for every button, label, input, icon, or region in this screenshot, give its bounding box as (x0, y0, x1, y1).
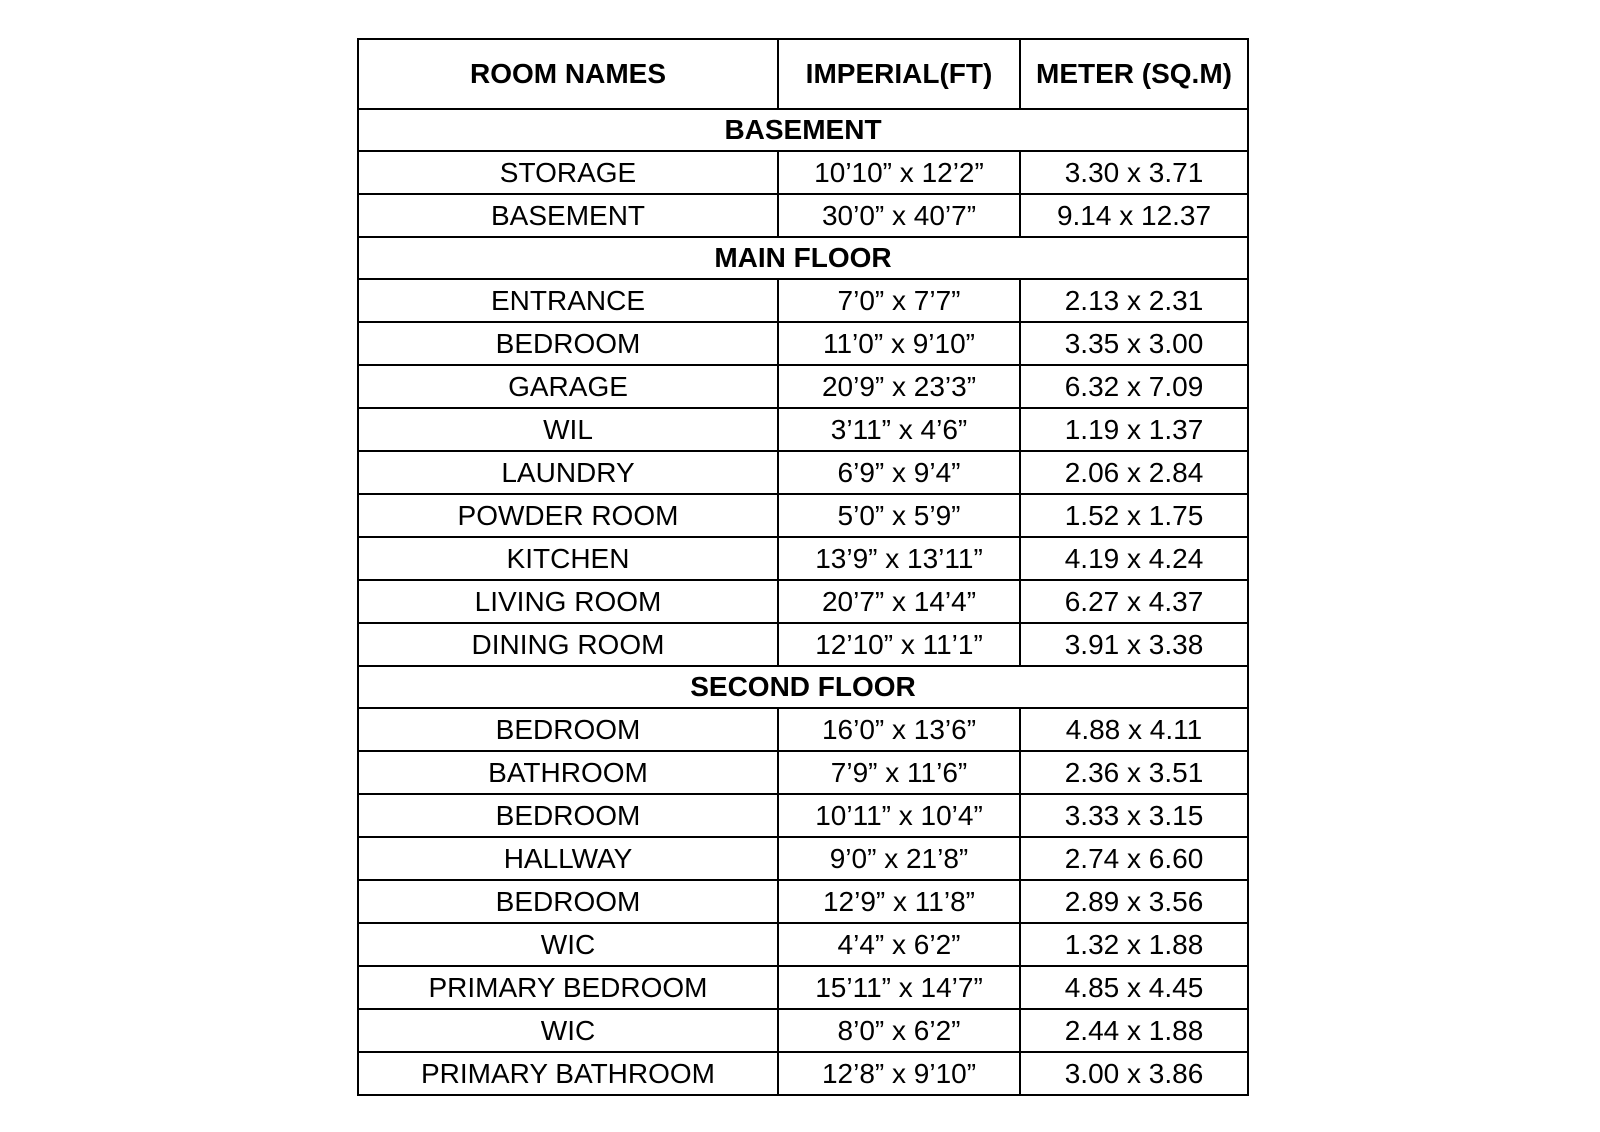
meter-cell: 6.32 x 7.09 (1020, 365, 1248, 408)
imperial-cell: 20’9” x 23’3” (778, 365, 1020, 408)
room-dimensions-table (357, 38, 1249, 1096)
section-row (358, 666, 1248, 708)
room-name-cell: BEDROOM (358, 794, 778, 837)
meter-cell: 3.00 x 3.86 (1020, 1052, 1248, 1095)
header-imperial: IMPERIAL(FT) (778, 39, 1020, 109)
table-row (358, 494, 1248, 537)
section-title: MAIN FLOOR (358, 237, 1248, 279)
meter-cell: 3.30 x 3.71 (1020, 151, 1248, 194)
meter-cell: 2.13 x 2.31 (1020, 279, 1248, 322)
table-row (358, 966, 1248, 1009)
section-title: SECOND FLOOR (358, 666, 1248, 708)
meter-cell: 2.36 x 3.51 (1020, 751, 1248, 794)
room-name-cell: KITCHEN (358, 537, 778, 580)
imperial-cell: 16’0” x 13’6” (778, 708, 1020, 751)
imperial-cell: 11’0” x 9’10” (778, 322, 1020, 365)
meter-cell: 1.32 x 1.88 (1020, 923, 1248, 966)
header-row (358, 39, 1248, 109)
table-row (358, 794, 1248, 837)
meter-cell: 4.85 x 4.45 (1020, 966, 1248, 1009)
imperial-cell: 5’0” x 5’9” (778, 494, 1020, 537)
section-row (358, 109, 1248, 151)
imperial-cell: 10’11” x 10’4” (778, 794, 1020, 837)
table-row (358, 708, 1248, 751)
imperial-cell: 4’4” x 6’2” (778, 923, 1020, 966)
section-title: BASEMENT (358, 109, 1248, 151)
table-row (358, 279, 1248, 322)
imperial-cell: 10’10” x 12’2” (778, 151, 1020, 194)
table-row (358, 537, 1248, 580)
imperial-cell: 15’11” x 14’7” (778, 966, 1020, 1009)
meter-cell: 3.91 x 3.38 (1020, 623, 1248, 666)
room-name-cell: PRIMARY BATHROOM (358, 1052, 778, 1095)
meter-cell: 3.33 x 3.15 (1020, 794, 1248, 837)
imperial-cell: 7’0” x 7’7” (778, 279, 1020, 322)
meter-cell: 9.14 x 12.37 (1020, 194, 1248, 237)
imperial-cell: 6’9” x 9’4” (778, 451, 1020, 494)
table-body (358, 109, 1248, 1095)
table-row (358, 451, 1248, 494)
header-room-names: ROOM NAMES (358, 39, 778, 109)
imperial-cell: 13’9” x 13’11” (778, 537, 1020, 580)
table-row (358, 1009, 1248, 1052)
table-row (358, 751, 1248, 794)
meter-cell: 6.27 x 4.37 (1020, 580, 1248, 623)
table-row (358, 1052, 1248, 1095)
room-name-cell: LAUNDRY (358, 451, 778, 494)
imperial-cell: 3’11” x 4’6” (778, 408, 1020, 451)
room-name-cell: BEDROOM (358, 880, 778, 923)
header-meter: METER (SQ.M) (1020, 39, 1248, 109)
room-name-cell: LIVING ROOM (358, 580, 778, 623)
section-row (358, 237, 1248, 279)
meter-cell: 1.52 x 1.75 (1020, 494, 1248, 537)
room-name-cell: BATHROOM (358, 751, 778, 794)
room-name-cell: WIL (358, 408, 778, 451)
table-row (358, 923, 1248, 966)
room-name-cell: ENTRANCE (358, 279, 778, 322)
imperial-cell: 8’0” x 6’2” (778, 1009, 1020, 1052)
meter-cell: 2.89 x 3.56 (1020, 880, 1248, 923)
meter-cell: 2.06 x 2.84 (1020, 451, 1248, 494)
imperial-cell: 12’9” x 11’8” (778, 880, 1020, 923)
room-name-cell: BEDROOM (358, 708, 778, 751)
table-row (358, 580, 1248, 623)
room-name-cell: GARAGE (358, 365, 778, 408)
table-row (358, 880, 1248, 923)
table-row (358, 623, 1248, 666)
table-row (358, 151, 1248, 194)
room-name-cell: WIC (358, 923, 778, 966)
room-name-cell: STORAGE (358, 151, 778, 194)
imperial-cell: 30’0” x 40’7” (778, 194, 1020, 237)
room-name-cell: HALLWAY (358, 837, 778, 880)
room-name-cell: DINING ROOM (358, 623, 778, 666)
table-row (358, 837, 1248, 880)
room-name-cell: BASEMENT (358, 194, 778, 237)
meter-cell: 3.35 x 3.00 (1020, 322, 1248, 365)
table-row (358, 194, 1248, 237)
meter-cell: 1.19 x 1.37 (1020, 408, 1248, 451)
room-name-cell: BEDROOM (358, 322, 778, 365)
meter-cell: 2.44 x 1.88 (1020, 1009, 1248, 1052)
room-name-cell: POWDER ROOM (358, 494, 778, 537)
meter-cell: 2.74 x 6.60 (1020, 837, 1248, 880)
imperial-cell: 12’8” x 9’10” (778, 1052, 1020, 1095)
meter-cell: 4.19 x 4.24 (1020, 537, 1248, 580)
imperial-cell: 20’7” x 14’4” (778, 580, 1020, 623)
imperial-cell: 9’0” x 21’8” (778, 837, 1020, 880)
imperial-cell: 7’9” x 11’6” (778, 751, 1020, 794)
room-name-cell: PRIMARY BEDROOM (358, 966, 778, 1009)
table-row (358, 322, 1248, 365)
imperial-cell: 12’10” x 11’1” (778, 623, 1020, 666)
meter-cell: 4.88 x 4.11 (1020, 708, 1248, 751)
table-row (358, 365, 1248, 408)
table-row (358, 408, 1248, 451)
room-name-cell: WIC (358, 1009, 778, 1052)
